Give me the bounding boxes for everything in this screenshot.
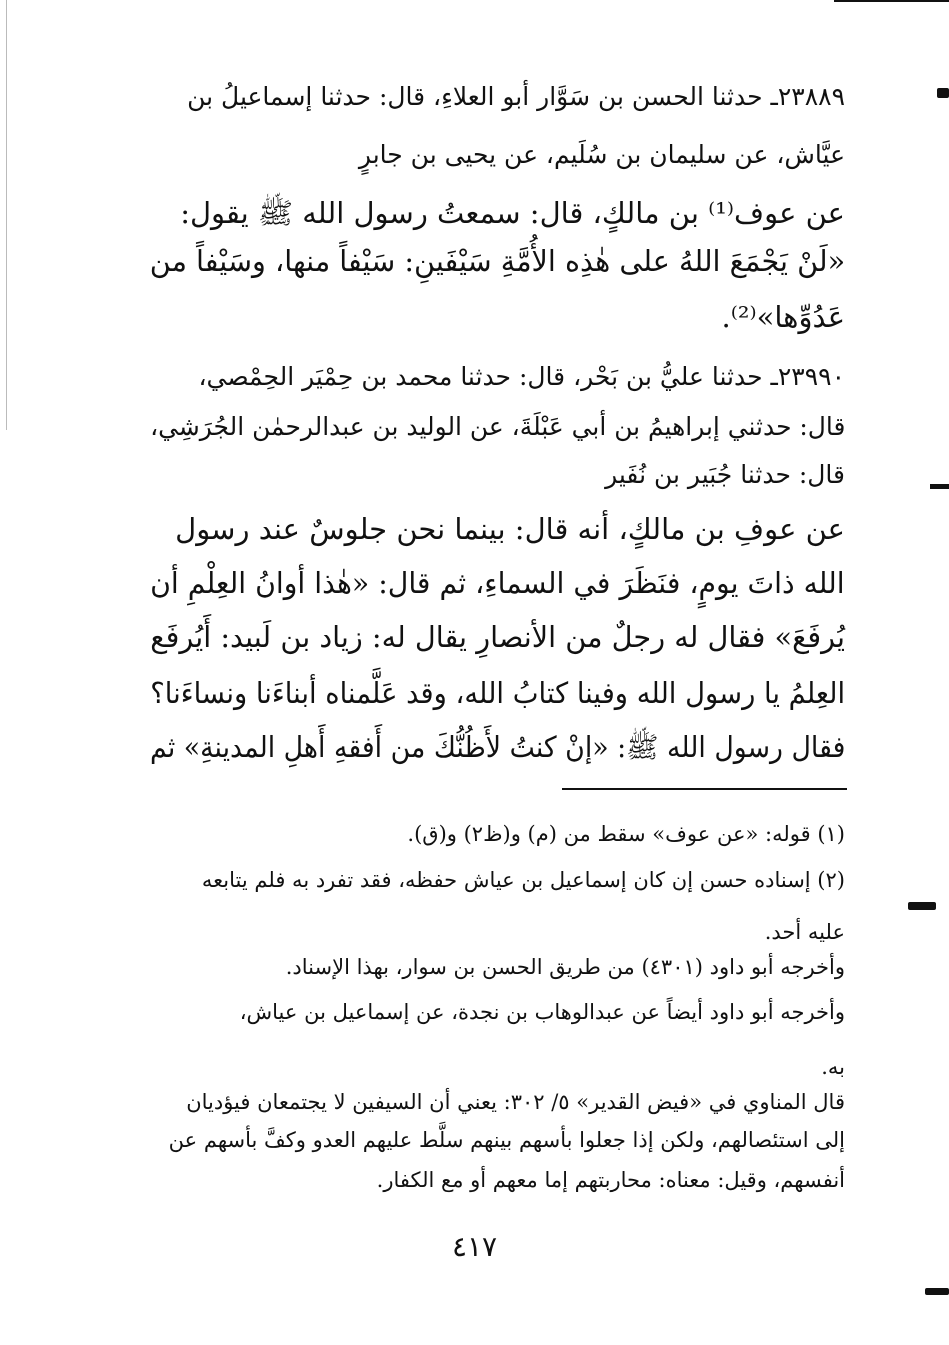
hadith-text-line: فقال رسول الله ﷺ: «إنْ كنتُ لأَظُنُّكَ من أَفقهِ أَهلِ المدينةِ» ثم <box>149 730 845 764</box>
isnad-line: قال: حدثني إبراهيمُ بن أبي عَبْلَةَ، عن الوليد بن عبدالرحمٰن الجُرَشِي، <box>149 412 845 441</box>
footnote-line: وأخرجه أبو داود (٤٣٠١) من طريق الحسن بن سوار، بهذا الإسناد. <box>285 955 845 979</box>
hadith-text-line: العِلمُ يا رسول الله وفينا كتابُ الله، وقد عَلَّمناه أبناءَنا ونساءَنا؟ <box>150 676 845 710</box>
hadith-text-line: الله ذاتَ يومٍ، فنَظَرَ في السماءِ، ثم قال: «هٰذا أوانُ العِلْمِ أن <box>150 566 845 600</box>
page-number: ٤١٧ <box>451 1230 498 1263</box>
isnad-line: قال: حدثنا جُبَير بن نُفَير <box>605 460 845 489</box>
scan-edge-mark <box>925 1288 949 1295</box>
footnote-line: قال المناوي في «فيض القدير» ٥/ ٣٠٢: يعني أن السيفين لا يجتمعان فيؤديان <box>186 1090 845 1114</box>
isnad-line: ٢٣٩٩٠ـ حدثنا عليُّ بن بَحْر، قال: حدثنا محمد بن حِمْيَر الحِمْصي، <box>198 362 845 391</box>
scan-edge-mark <box>937 88 949 98</box>
footnote-line: أنفسهم، وقيل: معناه: محاربتهم إما معهم أو مع الكفار. <box>376 1168 845 1192</box>
hadith-text-line: يُرفَعَ» فقال له رجلٌ من الأنصارِ يقال له: زياد بن لَبيد: أَيُرفَع <box>150 620 845 654</box>
footnote-line: به. <box>821 1055 845 1079</box>
footnote-line: إلى استئصالهم، ولكن إذا جعلوا بأسهم بينهم سلَّط عليهم العدو وكفَّ بأسهم عن <box>168 1128 845 1152</box>
footnote-line: (١) قوله: «عن عوف» سقط من (م) و(ظ٢) و(ق). <box>407 822 845 846</box>
hadith-text-line: عَدُوِّها»⁽²⁾. <box>721 300 845 334</box>
footnote-line: عليه أحد. <box>764 920 845 944</box>
hadith-text-line: عن عوفِ بن مالكٍ، أنه قال: بينما نحن جلوسٌ عند رسول <box>175 512 845 546</box>
hadith-text-line: عن عوف⁽¹⁾ بن مالكٍ، قال: سمعتُ رسول الله ﷺ يقول: <box>180 196 845 230</box>
hadith-text-line: «لَنْ يَجْمَعَ اللهُ على هٰذِه الأُمَّةِ سَيْفَينِ: سَيْفاً منها، وسَيْفاً من <box>149 244 845 278</box>
footnote-line: وأخرجه أبو داود أيضاً عن عبدالوهاب بن نجدة، عن إسماعيل بن عياش، <box>239 1000 845 1024</box>
scan-edge-mark <box>930 484 949 489</box>
scan-edge-mark <box>834 0 949 2</box>
isnad-line: عيَّاش، عن سليمان بن سُلَيم، عن يحيى بن جابرٍ <box>358 140 845 169</box>
scan-edge-line <box>6 0 7 430</box>
scan-edge-mark <box>908 902 936 910</box>
footnote-line: (٢) إسناده حسن إن كان إسماعيل بن عياش حفظه، فقد تفرد به فلم يتابعه <box>201 868 845 892</box>
footnote-separator <box>562 788 847 790</box>
isnad-line: ٢٣٨٨٩ـ حدثنا الحسن بن سَوَّار أبو العلاءِ، قال: حدثنا إسماعيلُ بن <box>187 82 845 111</box>
